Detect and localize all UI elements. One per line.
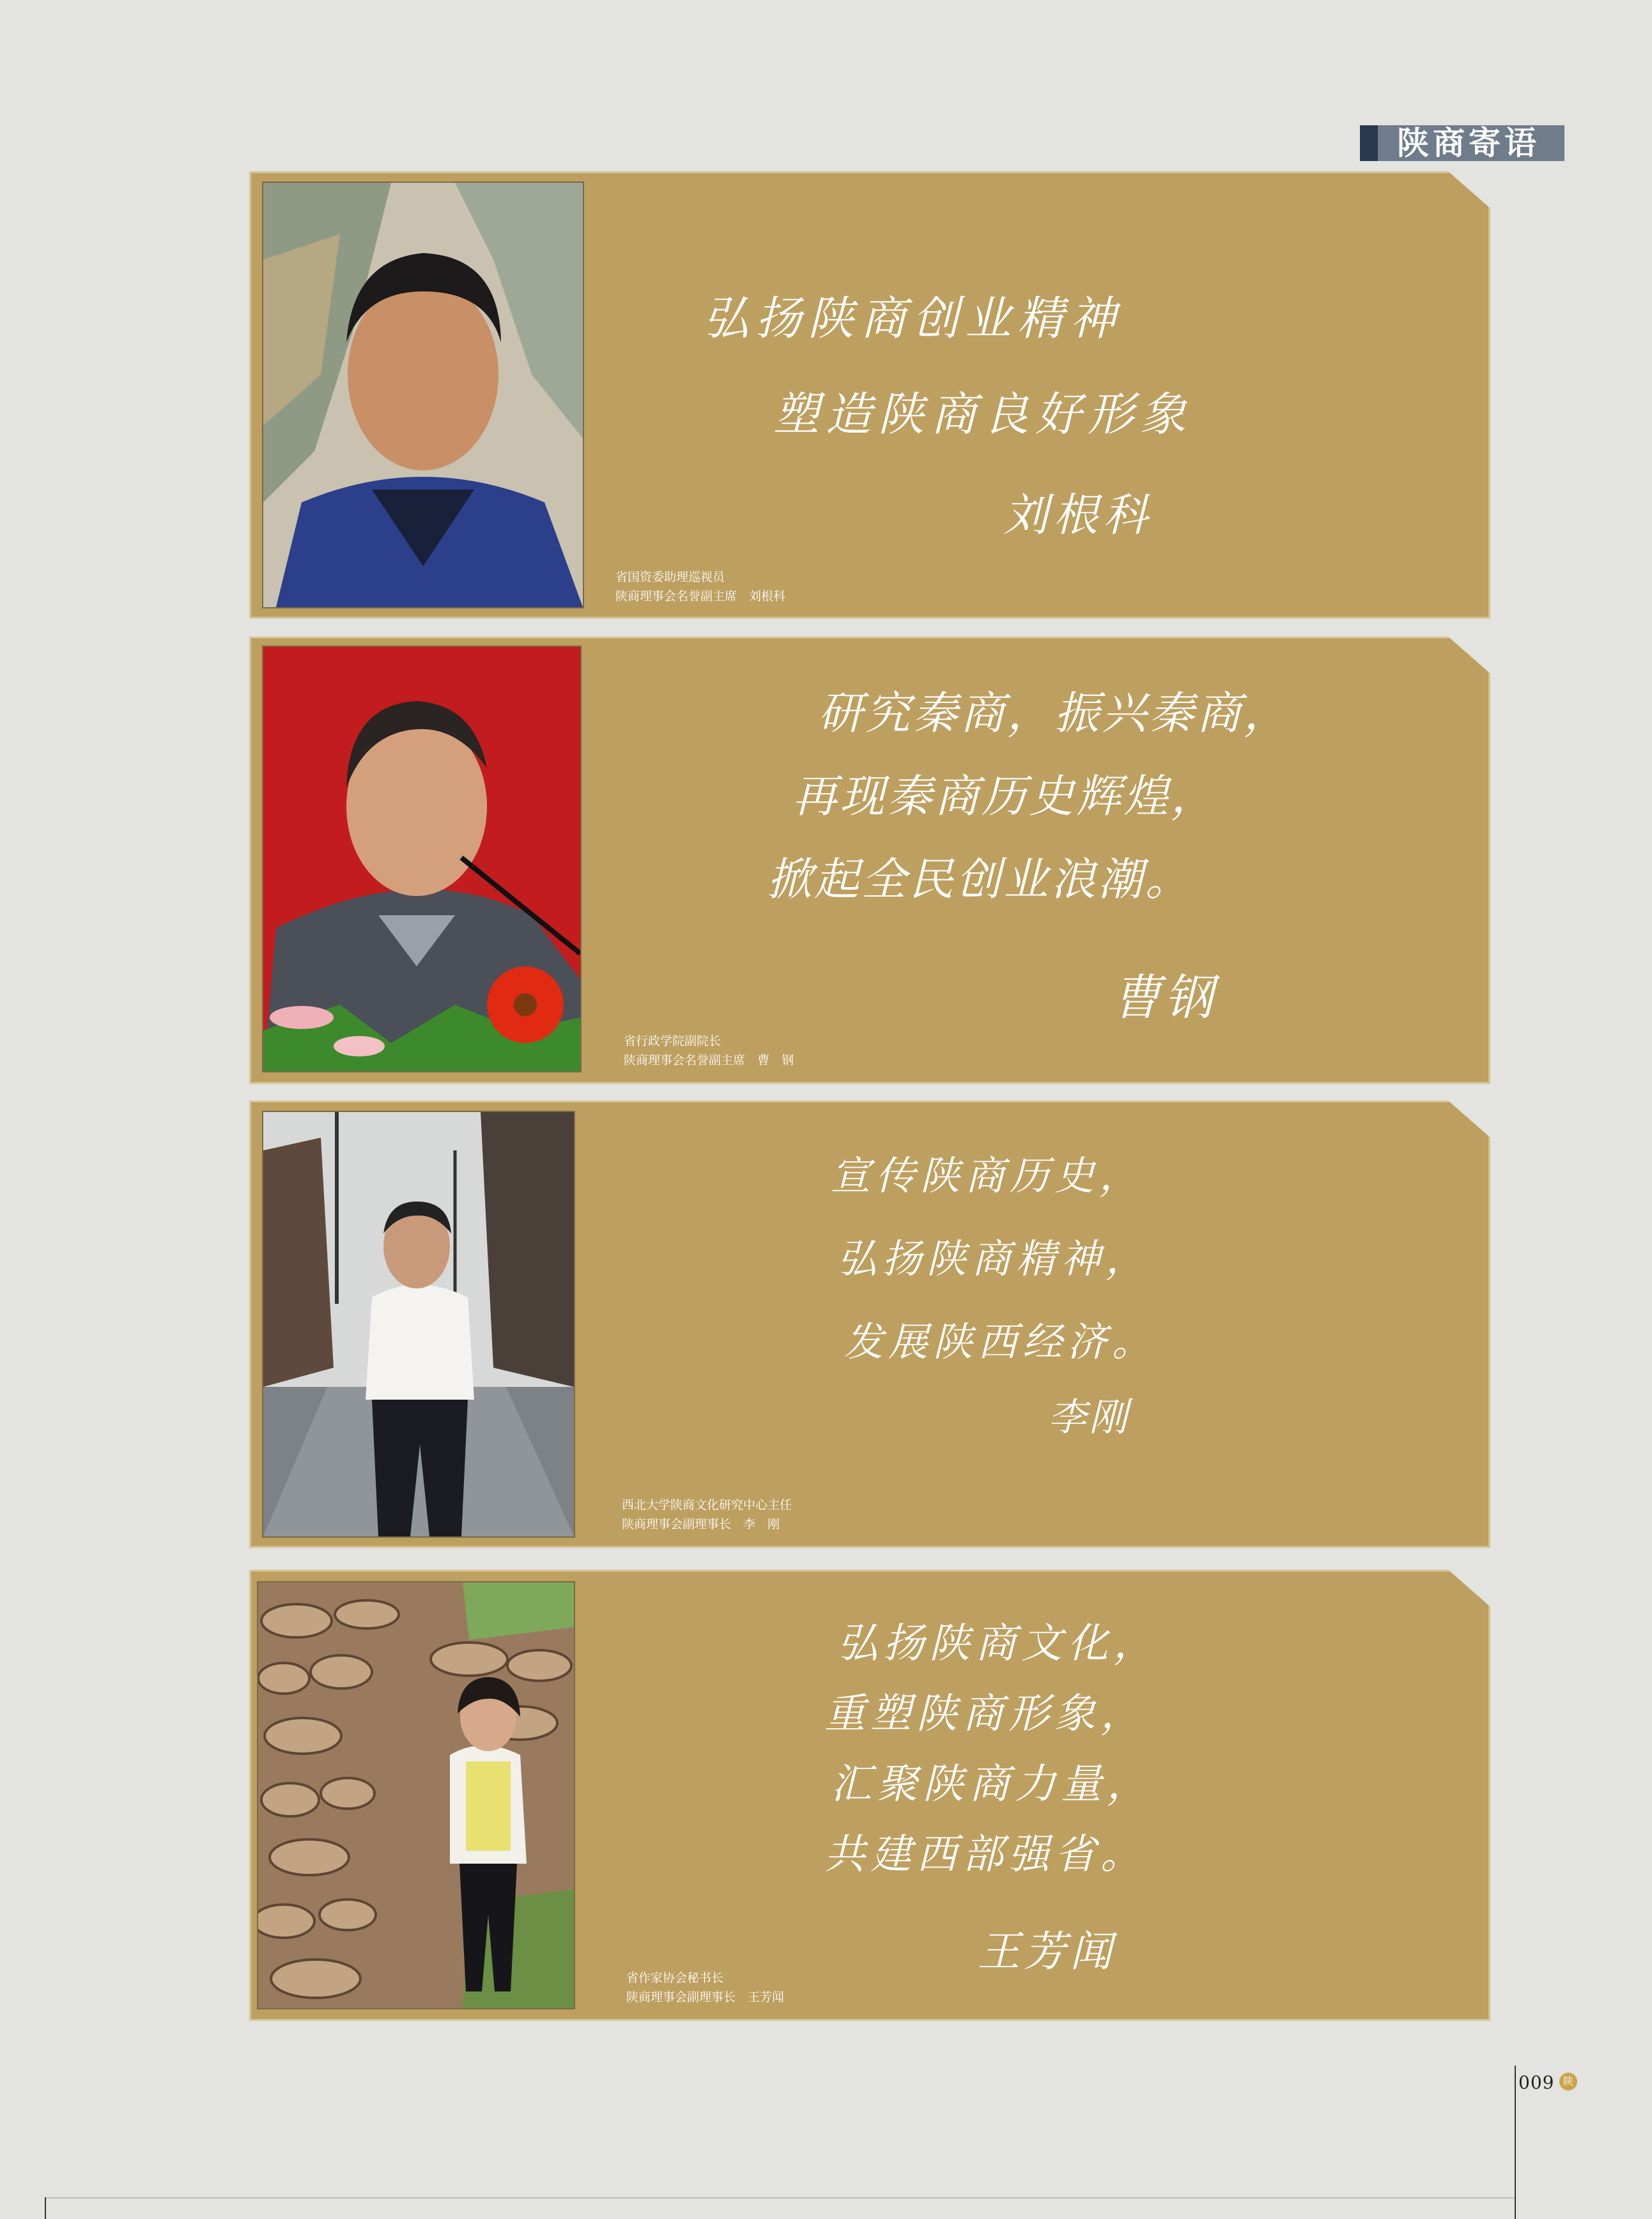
quote-line: 掀起全民创业浪潮。 [767,853,1193,906]
caption-2 [624,1032,794,1070]
quote-line: 宣传陕商历史， [831,1152,1145,1199]
signature: 李刚 [1048,1395,1130,1440]
quote-line: 弘扬陕商文化， [837,1620,1159,1667]
caption-title: 省行政学院副院长 [624,1034,722,1048]
quote-line: 发展陕西经济。 [844,1318,1157,1365]
quote-line: 塑造陕商良好形象 [773,387,1193,441]
caption-name: 陕商理事会名誉副主席 刘根科 [615,589,786,603]
caption-4 [626,1968,784,2007]
signature: 刘根科 [1003,489,1153,541]
page-badge: 陕 [1559,2073,1577,2091]
portrait-photo-1 [262,182,584,608]
page-divider-line [1515,2066,1516,2219]
page-bottom-rule [45,2197,1515,2199]
signature: 王芳闻 [978,1927,1116,1976]
caption-3 [622,1496,792,1534]
page-left-tick [45,2197,46,2219]
caption-title: 西北大学陕商文化研究中心主任 [622,1498,792,1512]
quote-line: 重塑陕商形象， [824,1690,1146,1738]
quote-line: 汇聚陕商力量， [831,1761,1153,1808]
quote-line: 再现秦商历史辉煌， [792,770,1218,823]
quote-line: 研究秦商，振兴秦商， [818,687,1291,739]
caption-name: 陕商理事会副理事长 王芳闻 [626,1990,785,2004]
quote-line: 弘扬陕商精神， [837,1235,1151,1282]
section-header [1360,125,1564,161]
portrait-photo-2 [262,646,582,1072]
quote-line: 共建西部强省。 [824,1831,1146,1878]
portrait-photo-3 [262,1111,575,1538]
caption-name: 陕商理事会名誉副主席 曹 钢 [624,1053,794,1067]
header-accent-block [1360,125,1378,161]
section-title: 陕商寄语 [1397,125,1540,162]
quote-line: 弘扬陕商创业精神 [703,291,1123,345]
portrait-photo-4 [257,1581,575,2009]
caption-name: 陕商理事会副理事长 李 刚 [622,1517,780,1531]
caption-title: 省国资委助理巡视员 [615,570,725,584]
caption-1 [615,568,785,606]
caption-title: 省作家协会秘书长 [626,1971,724,1985]
signature: 曹钢 [1112,969,1217,1026]
page-number: 009 [1518,2072,1555,2093]
